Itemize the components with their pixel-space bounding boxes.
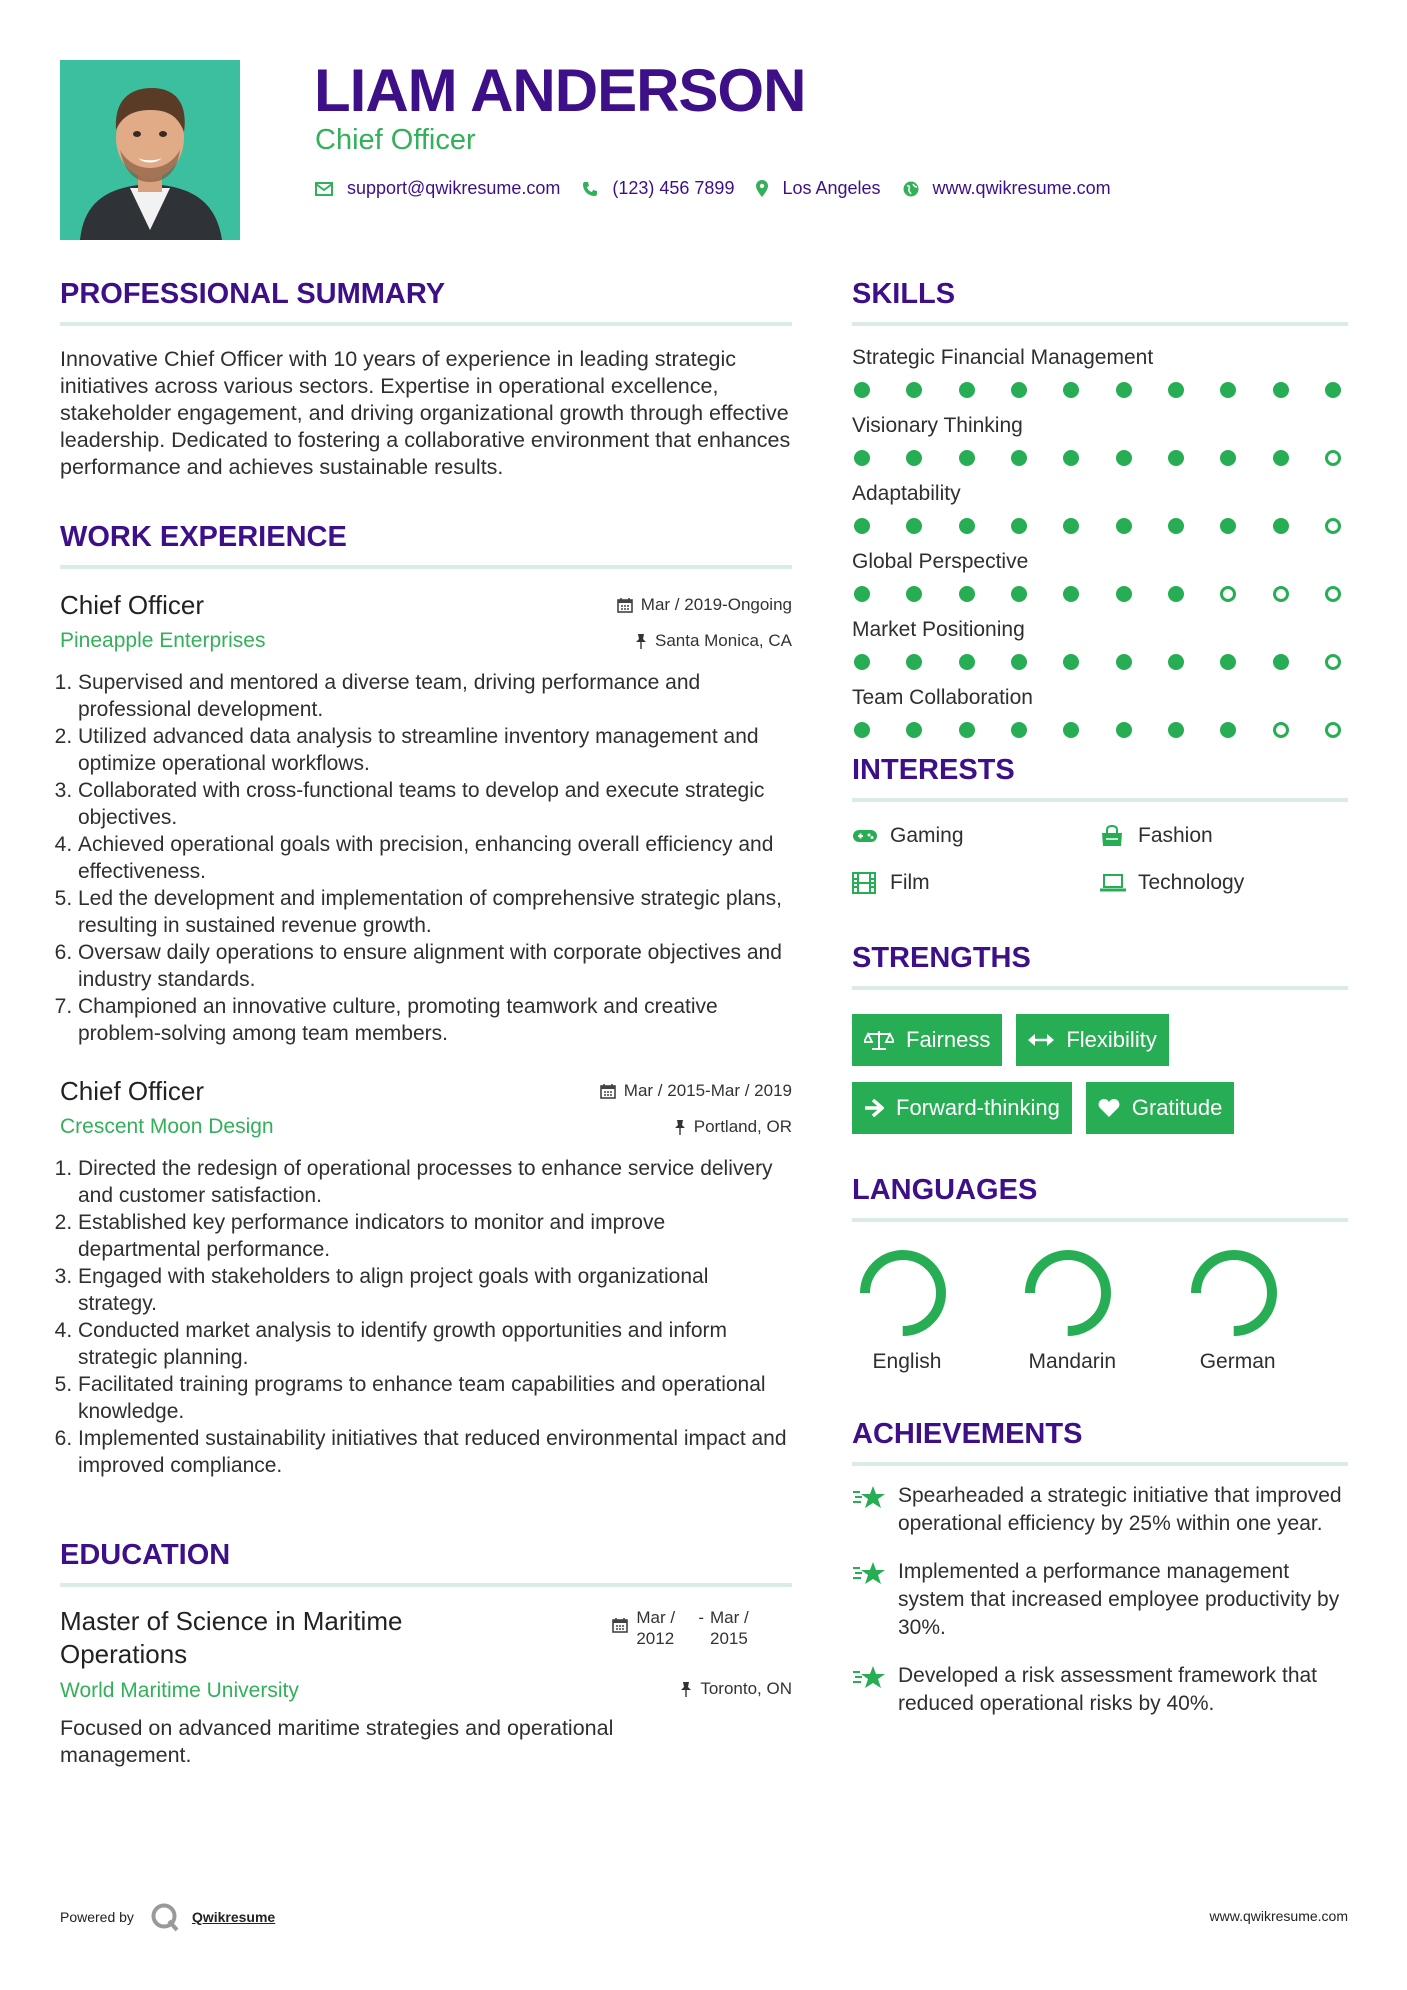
skill-item: [852, 344, 1348, 398]
duty-item: 6. Implemented sustainability initiatives that reduced environmental impact and improved compliance.: [78, 1425, 792, 1479]
languages-list: [852, 1248, 1348, 1374]
rating-dot-filled: [906, 586, 922, 602]
rating-dot-empty: [1220, 586, 1236, 602]
section-divider: [852, 986, 1348, 990]
rating-dot-filled: [854, 654, 870, 670]
achievement-item: [852, 1662, 1348, 1718]
rating-dot-filled: [1063, 654, 1079, 670]
rating-dot-filled: [1168, 518, 1184, 534]
right-column: [852, 276, 1348, 1718]
strength-tag: [852, 1082, 1072, 1134]
rating-dot-filled: [1220, 450, 1236, 466]
rating-dot-empty: [1273, 586, 1289, 602]
section-divider: [852, 1462, 1348, 1466]
interest-label: Film: [890, 871, 930, 894]
skills-heading: SKILLS: [852, 278, 956, 310]
calendar-icon: [612, 1617, 628, 1633]
rating-dot-filled: [959, 382, 975, 398]
skill-rating: [854, 382, 1341, 398]
rating-dot-filled: [906, 450, 922, 466]
summary-heading: PROFESSIONAL SUMMARY: [60, 278, 446, 310]
language-proficiency-arc: [865, 1255, 941, 1331]
skill-rating: [854, 450, 1341, 466]
skill-rating: [854, 586, 1341, 602]
interest-item: [852, 822, 1100, 849]
skill-name: Strategic Financial Management: [852, 346, 1154, 369]
language-item: [852, 1248, 1017, 1374]
job-title: Chief Officer: [60, 1076, 205, 1106]
section-divider: [60, 565, 792, 569]
strength-label: Fairness: [906, 1027, 991, 1052]
rating-dot-filled: [854, 382, 870, 398]
language-item: [1017, 1248, 1182, 1374]
achievement-text: Developed a risk assessment framework that reduced operational risks by 40%.: [898, 1664, 1318, 1715]
education-entry: Master of Science in Maritime Operations Mar / 2012 - Mar / 2015 World Maritime University Toronto, ON Focused on advanced maritime strategies and operational management.: [60, 1606, 792, 1767]
achievement-text: Spearheaded a strategic initiative that improved operational efficiency by 25% within one year.: [898, 1484, 1342, 1535]
candidate-title: Chief Officer: [315, 124, 476, 156]
job-duties: [60, 1155, 792, 1479]
rating-dot-filled: [1063, 586, 1079, 602]
skill-item: [852, 412, 1348, 466]
contact-location: Los Angeles: [782, 178, 881, 198]
rating-dot-empty: [1325, 722, 1341, 738]
duty-item: 7. Championed an innovative culture, promoting teamwork and creative problem-solving among team members.: [78, 993, 792, 1047]
achievement-text: Implemented a performance management system that increased employee productivity by 30%.: [898, 1560, 1340, 1639]
contact-bar: [315, 178, 1133, 199]
rating-dot-filled: [854, 450, 870, 466]
section-divider: [852, 1218, 1348, 1222]
education-heading: EDUCATION: [60, 1539, 231, 1571]
rating-dot-filled: [1011, 722, 1027, 738]
rating-dot-filled: [906, 722, 922, 738]
duty-item: 5. Led the development and implementation of comprehensive strategic plans, resulting in sustained revenue growth.: [78, 885, 792, 939]
skill-rating: [854, 654, 1341, 670]
skill-name: Global Perspective: [852, 550, 1029, 573]
left-column: [60, 276, 792, 1769]
duty-item: 2. Utilized advanced data analysis to streamline inventory management and optimize operational workflows.: [78, 723, 792, 777]
degree-title: Master of Science in Maritime Operations: [60, 1606, 403, 1669]
school-name: World Maritime University: [60, 1679, 299, 1702]
rating-dot-filled: [1116, 654, 1132, 670]
interests-grid: [852, 822, 1348, 896]
experience-heading: WORK EXPERIENCE: [60, 521, 347, 553]
education-start: Mar / 2012: [636, 1608, 676, 1648]
rating-dot-filled: [854, 722, 870, 738]
skills-list: [852, 344, 1348, 738]
rating-dot-filled: [1011, 382, 1027, 398]
language-name: German: [1199, 1350, 1276, 1373]
qwikresume-logo-icon: [150, 1902, 180, 1932]
strength-tag: [1086, 1082, 1235, 1134]
job-dates: Mar / 2015-Mar / 2019: [623, 1081, 792, 1100]
rating-dot-filled: [1011, 586, 1027, 602]
education-location: Toronto, ON: [700, 1679, 792, 1698]
globe-icon: [903, 181, 919, 197]
strengths-tags: [852, 1014, 1348, 1134]
skill-item: [852, 548, 1348, 602]
profile-photo: [60, 60, 240, 240]
achievement-item: [852, 1482, 1348, 1538]
candidate-name: LIAM ANDERSON: [314, 57, 806, 124]
job-duties: [60, 669, 792, 1047]
job-dates: Mar / 2019-Ongoing: [640, 595, 792, 614]
rating-dot-filled: [959, 722, 975, 738]
duty-item: 5. Facilitated training programs to enhance team capabilities and operational knowledge.: [78, 1371, 792, 1425]
language-proficiency-arc: [1030, 1255, 1106, 1331]
rating-dot-filled: [1063, 382, 1079, 398]
interest-label: Gaming: [890, 824, 964, 847]
rating-dot-filled: [1116, 450, 1132, 466]
rating-dot-filled: [1116, 518, 1132, 534]
job-title: Chief Officer: [60, 590, 205, 620]
rating-dot-filled: [906, 518, 922, 534]
language-proficiency-ring: [1023, 1248, 1113, 1338]
interest-item: [1100, 869, 1348, 896]
rating-dot-empty: [1325, 450, 1341, 466]
rating-dot-filled: [1220, 654, 1236, 670]
rating-dot-filled: [1011, 654, 1027, 670]
strengths-heading: STRENGTHS: [852, 942, 1031, 974]
strength-label: Flexibility: [1066, 1027, 1157, 1052]
achievement-item: [852, 1558, 1348, 1642]
rating-dot-filled: [1220, 722, 1236, 738]
arrow-right-icon: [864, 1099, 884, 1117]
skill-rating: [854, 722, 1341, 738]
section-divider: [60, 322, 792, 326]
rating-dot-filled: [1116, 722, 1132, 738]
laptop-icon: [1100, 874, 1128, 892]
rating-dot-filled: [1273, 654, 1289, 670]
job-location: Santa Monica, CA: [654, 631, 792, 650]
rating-dot-filled: [1273, 382, 1289, 398]
shooting-star-icon: [852, 1482, 886, 1538]
languages-heading: LANGUAGES: [852, 1174, 1038, 1206]
rating-dot-filled: [854, 586, 870, 602]
footer-powered-by: [60, 1902, 275, 1932]
duty-item: 3. Collaborated with cross-functional teams to develop and execute strategic objectives.: [78, 777, 792, 831]
interest-label: Fashion: [1138, 824, 1213, 847]
skill-name: Adaptability: [852, 482, 961, 505]
job-location: Portland, OR: [693, 1117, 792, 1136]
duty-item: 1. Directed the redesign of operational processes to enhance service delivery and customer satisfaction.: [78, 1155, 792, 1209]
contact-website[interactable]: www.qwikresume.com: [932, 178, 1111, 198]
pushpin-icon: [680, 1681, 692, 1697]
rating-dot-filled: [906, 382, 922, 398]
calendar-icon: [600, 1083, 616, 1099]
balance-scale-icon: [864, 1029, 894, 1051]
section-divider: [852, 798, 1348, 802]
duty-item: 4. Achieved operational goals with precision, enhancing overall efficiency and effectiveness.: [78, 831, 792, 885]
skill-name: Market Positioning: [852, 618, 1025, 641]
job-entry: [60, 589, 792, 1047]
strength-label: Gratitude: [1131, 1095, 1223, 1120]
shooting-star-icon: [852, 1662, 886, 1718]
rating-dot-filled: [1063, 450, 1079, 466]
pushpin-icon: [674, 1119, 686, 1135]
skill-item: [852, 480, 1348, 534]
language-proficiency-ring: [1189, 1248, 1279, 1338]
duty-item: 1. Supervised and mentored a diverse team, driving performance and professional development.: [78, 669, 792, 723]
map-marker-icon: [756, 180, 768, 197]
duty-item: 2. Established key performance indicators to monitor and improve departmental performance.: [78, 1209, 792, 1263]
rating-dot-empty: [1325, 654, 1341, 670]
interest-label: Technology: [1138, 871, 1245, 894]
education-description: Focused on advanced maritime strategies and operational management.: [60, 1716, 614, 1767]
company-name: Crescent Moon Design: [60, 1115, 274, 1138]
language-name: English: [872, 1350, 942, 1373]
section-divider: [60, 1583, 792, 1587]
rating-dot-filled: [1011, 518, 1027, 534]
rating-dot-filled: [906, 654, 922, 670]
rating-dot-filled: [1273, 450, 1289, 466]
rating-dot-filled: [1168, 722, 1184, 738]
rating-dot-filled: [854, 518, 870, 534]
arrows-horizontal-icon: [1028, 1033, 1054, 1047]
rating-dot-empty: [1325, 518, 1341, 534]
language-item: [1183, 1248, 1348, 1374]
calendar-icon: [617, 597, 633, 613]
interest-item: [852, 869, 1100, 896]
envelope-icon: [315, 182, 333, 196]
rating-dot-filled: [1273, 518, 1289, 534]
footer-url[interactable]: www.qwikresume.com: [1209, 1908, 1348, 1924]
duty-item: 4. Conducted market analysis to identify growth opportunities and inform strategic planning.: [78, 1317, 792, 1371]
rating-dot-filled: [1063, 722, 1079, 738]
skill-rating: [854, 518, 1341, 534]
strength-tag: [852, 1014, 1002, 1066]
rating-dot-filled: [1168, 654, 1184, 670]
interests-heading: INTERESTS: [852, 754, 1015, 786]
heart-icon: [1098, 1098, 1120, 1118]
education-end: Mar / 2015: [710, 1608, 749, 1648]
rating-dot-filled: [959, 654, 975, 670]
achievements-heading: ACHIEVEMENTS: [852, 1418, 1083, 1450]
rating-dot-filled: [1063, 518, 1079, 534]
pushpin-icon: [635, 633, 647, 649]
gamepad-icon: [852, 828, 880, 844]
rating-dot-filled: [959, 586, 975, 602]
skill-name: Visionary Thinking: [852, 414, 1023, 437]
rating-dot-filled: [1011, 450, 1027, 466]
rating-dot-filled: [1220, 518, 1236, 534]
shooting-star-icon: [852, 1558, 886, 1642]
company-name: Pineapple Enterprises: [60, 629, 266, 652]
language-proficiency-ring: [858, 1248, 948, 1338]
language-name: Mandarin: [1028, 1350, 1117, 1373]
contact-phone[interactable]: (123) 456 7899: [612, 178, 735, 198]
strength-label: Forward-thinking: [896, 1095, 1060, 1120]
powered-by-label: Powered by: [60, 1909, 134, 1925]
section-divider: [852, 322, 1348, 326]
duty-item: 6. Oversaw daily operations to ensure alignment with corporate objectives and industry standards.: [78, 939, 792, 993]
rating-dot-filled: [1168, 586, 1184, 602]
interest-item: [1100, 822, 1348, 849]
skill-item: [852, 684, 1348, 738]
language-proficiency-arc: [1196, 1255, 1272, 1331]
duty-item: 3. Engaged with stakeholders to align project goals with organizational strategy.: [78, 1263, 792, 1317]
rating-dot-filled: [959, 450, 975, 466]
brand-link[interactable]: Qwikresume: [191, 1909, 276, 1925]
rating-dot-filled: [1116, 586, 1132, 602]
rating-dot-filled: [1116, 382, 1132, 398]
rating-dot-empty: [1325, 586, 1341, 602]
film-icon: [852, 872, 880, 894]
rating-dot-filled: [1168, 382, 1184, 398]
skill-item: [852, 616, 1348, 670]
achievements-list: [852, 1482, 1348, 1718]
job-entry: [60, 1075, 792, 1479]
rating-dot-empty: [1273, 722, 1289, 738]
summary-text: Innovative Chief Officer with 10 years of experience in leading strategic initiatives across various sectors. Expertise in operational excellence, stakeholder engagement, and driving organizational growth through effective leadership. Dedicated to fostering a collaborative environment that enhances performance and achieves sustainable results.: [60, 347, 791, 479]
rating-dot-filled: [1168, 450, 1184, 466]
shopping-bag-icon: [1100, 825, 1128, 847]
skill-name: Team Collaboration: [852, 686, 1033, 709]
strength-tag: [1016, 1014, 1168, 1066]
contact-email[interactable]: support@qwikresume.com: [347, 178, 561, 198]
phone-icon: [582, 181, 598, 197]
rating-dot-filled: [959, 518, 975, 534]
rating-dot-filled: [1220, 382, 1236, 398]
rating-dot-filled: [1325, 382, 1341, 398]
